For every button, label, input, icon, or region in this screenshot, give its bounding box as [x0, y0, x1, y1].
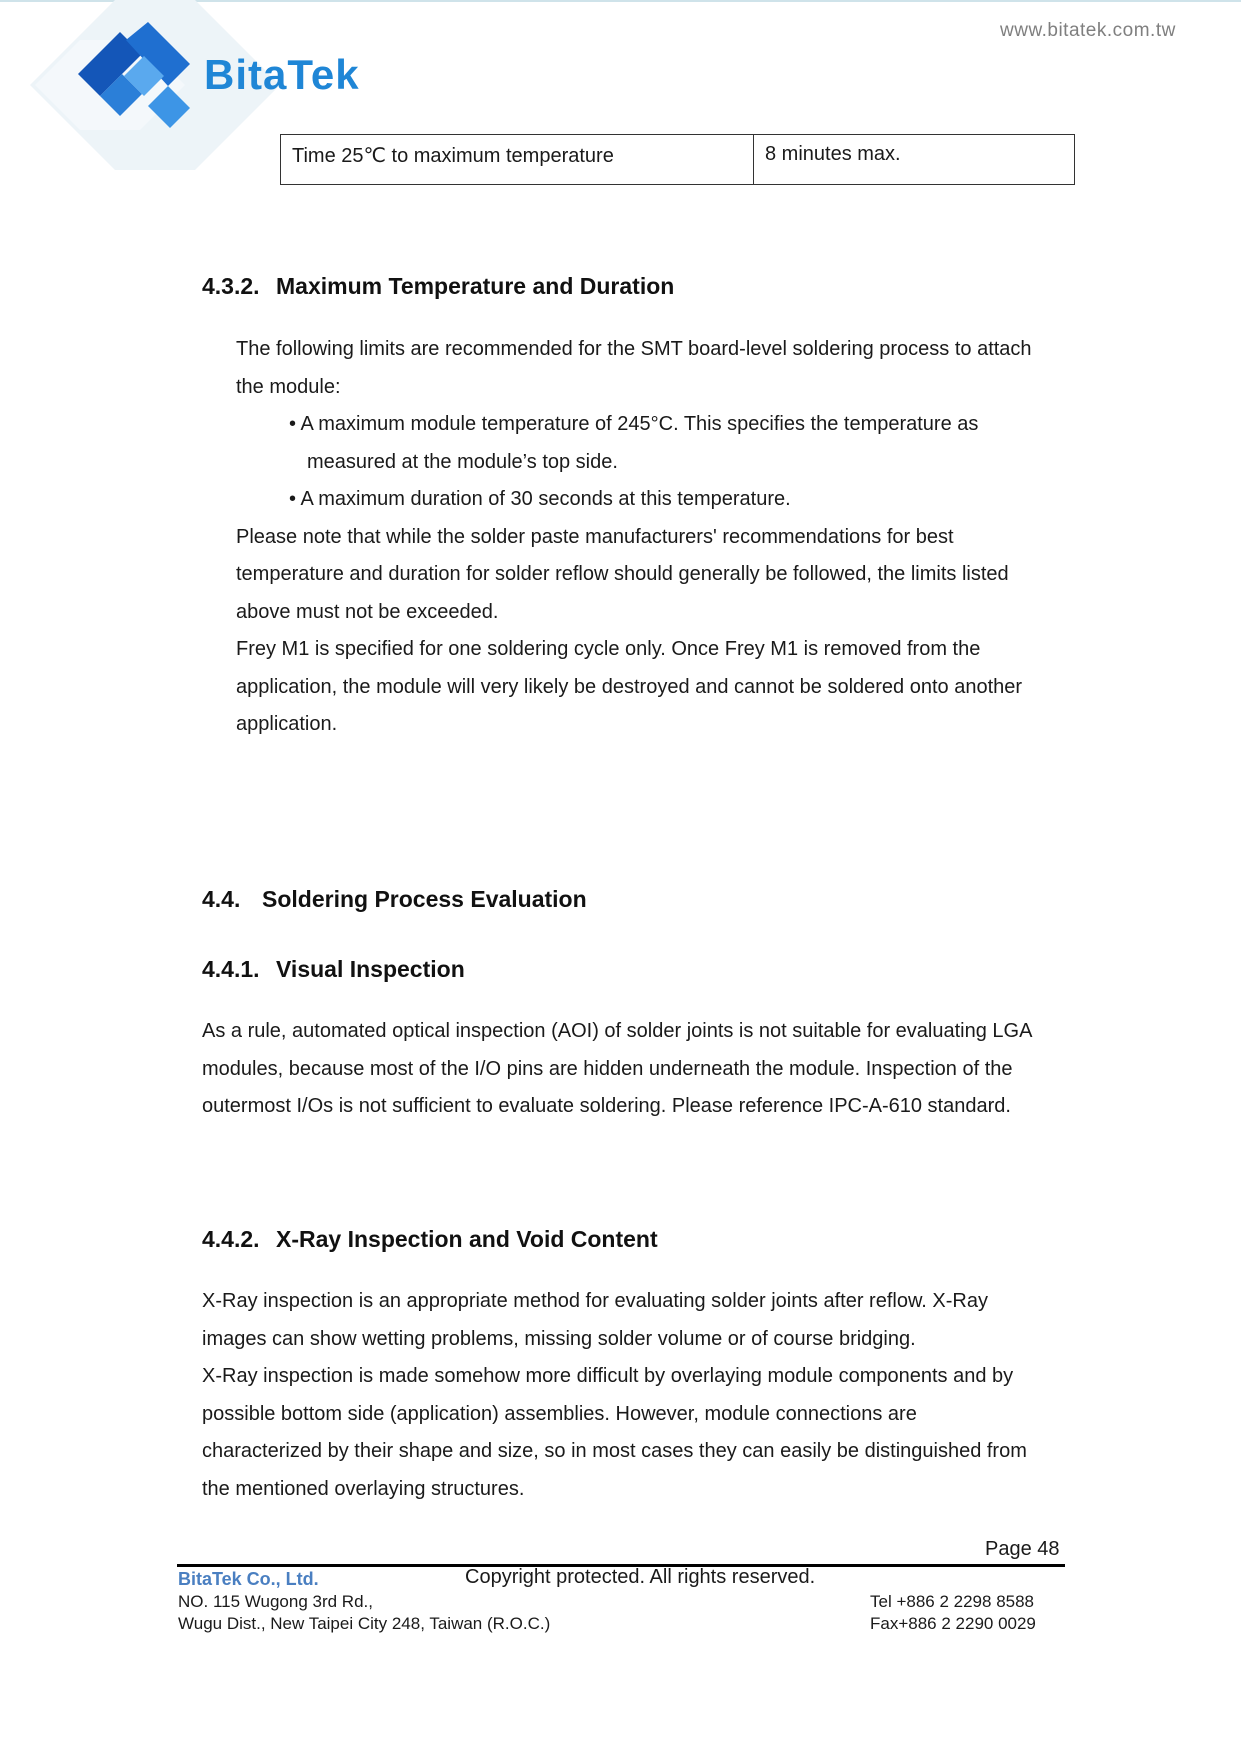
- bitatek-logo-icon: [78, 22, 198, 132]
- paragraph-line: The following limits are recommended for the SMT board-level soldering process to attach: [236, 338, 1032, 360]
- paragraph-line: temperature and duration for solder reflow should generally be followed, the limits listed: [236, 563, 1009, 585]
- footer-address-line-1: NO. 115 Wugong 3rd Rd.,: [178, 1592, 373, 1611]
- section-heading-4-3-2: [202, 273, 674, 300]
- footer-address-line-2: Wugu Dist., New Taipei City 248, Taiwan (R.O.C.): [178, 1614, 551, 1633]
- paragraph-line: application, the module will very likely be destroyed and cannot be soldered onto another: [236, 675, 1023, 698]
- spec-table: [280, 134, 1075, 185]
- section-heading-4-4-1: [202, 956, 465, 983]
- section-body-4-4-2: [202, 1283, 1027, 1508]
- paragraph-line: modules, because most of the I/O pins are hidden underneath the module. Inspection of the: [202, 1057, 1013, 1080]
- section-title: X-Ray Inspection and Void Content: [276, 1226, 658, 1252]
- section-number: 4.4.2.: [202, 1226, 260, 1252]
- section-title: Visual Inspection: [276, 956, 465, 982]
- website-url: www.bitatek.com.tw: [1000, 20, 1176, 41]
- section-body-4-3-2: [236, 331, 1032, 744]
- table-cell-value: 8 minutes max.: [754, 135, 1075, 185]
- section-heading-4-4: [202, 886, 587, 913]
- paragraph-line: X-Ray inspection is made somehow more difficult by overlaying module components and by: [202, 1365, 1014, 1387]
- bullet-continuation: measured at the module’s top side.: [307, 450, 618, 473]
- paragraph-line: outermost I/Os is not sufficient to evaluate soldering. Please reference IPC-A-610 standard.: [202, 1095, 1011, 1117]
- footer-copyright: Copyright protected. All rights reserved.: [465, 1566, 816, 1588]
- section-title: Soldering Process Evaluation: [262, 886, 587, 912]
- section-heading-4-4-2: [202, 1226, 658, 1253]
- footer-fax: Fax+886 2 2290 0029: [870, 1614, 1036, 1633]
- paragraph-line: As a rule, automated optical inspection (AOI) of solder joints is not suitable for evaluating LGA: [202, 1020, 1033, 1042]
- paragraph-line: above must not be exceeded.: [236, 600, 499, 623]
- section-number: 4.3.2.: [202, 273, 260, 299]
- section-number: 4.4.1.: [202, 956, 260, 982]
- paragraph-line: characterized by their shape and size, so in most cases they can easily be distinguished from: [202, 1440, 1027, 1462]
- table-row: [281, 135, 1075, 185]
- section-body-4-4-1: [202, 1013, 1032, 1126]
- paragraph-line: possible bottom side (application) assemblies. However, module connections are: [202, 1402, 917, 1425]
- paragraph-line: Please note that while the solder paste manufacturers' recommendations for best: [236, 525, 954, 548]
- paragraph-line: application.: [236, 713, 338, 735]
- bullet-line: • A maximum module temperature of 245°C. This specifies the temperature as: [289, 413, 979, 435]
- table-cell-label: Time 25℃ to maximum temperature: [281, 135, 754, 185]
- brand-name: BitaTek: [204, 51, 360, 98]
- paragraph-line: X-Ray inspection is an appropriate method for evaluating solder joints after reflow. X-Ray: [202, 1290, 988, 1312]
- footer-tel: Tel +886 2 2298 8588: [870, 1592, 1035, 1611]
- section-title: Maximum Temperature and Duration: [276, 273, 675, 299]
- paragraph-line: Frey M1 is specified for one soldering cycle only. Once Frey M1 is removed from the: [236, 638, 981, 660]
- footer-company: BitaTek Co., Ltd.: [178, 1569, 319, 1589]
- page-number: Page 48: [985, 1538, 1060, 1560]
- paragraph-line: images can show wetting problems, missing solder volume or of course bridging.: [202, 1327, 916, 1350]
- section-number: 4.4.: [202, 886, 241, 912]
- paragraph-line: the mentioned overlaying structures.: [202, 1477, 525, 1500]
- bullet-line: • A maximum duration of 30 seconds at this temperature.: [289, 488, 791, 510]
- paragraph-line: the module:: [236, 375, 341, 398]
